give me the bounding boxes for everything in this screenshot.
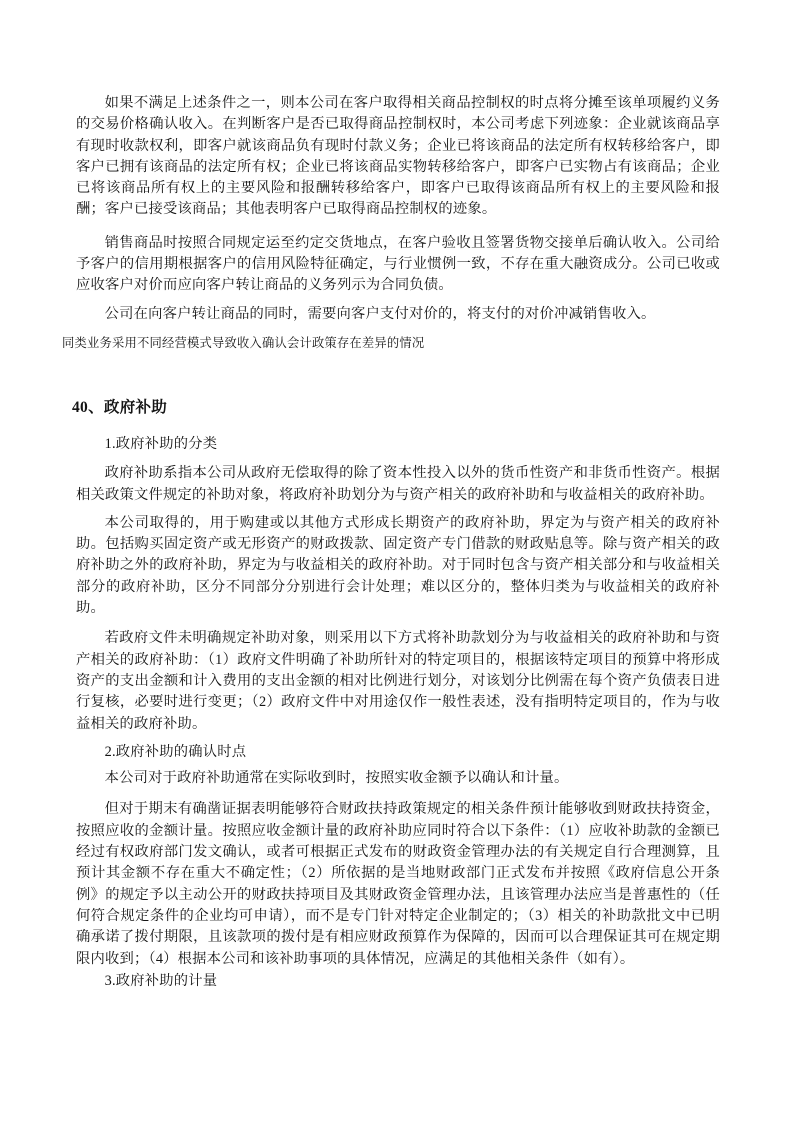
section-heading-40-government-grants: 40、政府补助 [72,398,168,416]
body-paragraph-consideration-offset: 公司在向客户转让商品的同时，需要向客户支付对价的，将支付的对价冲减销售收入。 [104,305,656,322]
body-paragraph-asset-related-grants: 本公司取得的，用于购建或以其他方式形成长期资产的政府补助，界定为与资产相关的政府补助。包括购买固定资产或无形资产的财政拨款、固定资产专门借款的财政贴息等。除与资产相关的政府补助之外的政府补助，界定为与收益相关的政府补助。对于同时包含与资产相关部分和与收益相关部分的政府补助，区分不同部分分别进行会计处理；难以区分的，整体归类为与收益相关的政府补助。 [76,514,720,617]
body-paragraph-control-transfer: 如果不满足上述条件之一，则本公司在客户取得相关商品控制权的时点将分摊至该单项履约义务的交易价格确认收入。在判断客户是否已取得商品控制权时，本公司考虑下列迹象：企业就该商品享有现时收款权利，即客户就该商品负有现时付款义务；企业已将该商品的法定所有权转移给客户，即客户已拥有该商品的法定所有权；企业已将该商品实物转移给客户，即客户已实物占有该商品；企业已将该商品所有权上的主要风险和报酬转移给客户，即客户已取得该商品所有权上的主要风险和报酬；客户已接受该商品；其他表明客户已取得商品控制权的迹象。 [76,95,720,218]
document-body [62,93,720,992]
subheading-2-grant-recognition-timing: 2.政府补助的确认时点 [104,743,247,760]
body-paragraph-receivable-grant-conditions: 但对于期末有确凿证据表明能够符合财政扶持政策规定的相关条件预计能够收到财政扶持资金，按照应收的金额计量。按照应收金额计量的政府补助应同时符合以下条件：（1）应收补助款的金额已经过有权政府部门发文确认，或者可根据正式发布的财政资金管理办法的有关规定自行合理测算，且预计其金额不存在重大不确定性；（2）所依据的是当地财政部门正式发布并按照《政府信息公开条例》的规定予以主动公开的财政扶持项目及其财政资金管理办法，且该管理办法应当是普惠性的（任何符合规定条件的企业均可申请），而不是专门针对特定企业制定的；（3）相关的补助款批文中已明确承诺了拨付期限，且该款项的拨付是有相应财政预算作为保障的，因而可以合理保证其可在规定期限内收到；（4）根据本公司和该补助事项的具体情况，应满足的其他相关条件（如有）。 [76,801,720,967]
body-paragraph-sales-recognition: 销售商品时按照合同规定运至约定交货地点，在客户验收且签署货物交接单后确认收入。公司给予客户的信用期根据客户的信用风险特征确定，与行业惯例一致，不存在重大融资成分。公司已收或应收客户对价而应向客户转让商品的义务列示为合同负债。 [76,234,720,294]
note-line-business-model-difference: 同类业务采用不同经营模式导致收入确认会计政策存在差异的情况 [62,335,425,350]
body-paragraph-unspecified-grant-split: 若政府文件未明确规定补助对象，则采用以下方式将补助款划分为与收益相关的政府补助和与资产相关的政府补助：（1）政府文件明确了补助所针对的特定项目的，根据该特定项目的预算中将形成资产的支出金额和计入费用的支出金额的相对比例进行划分，对该划分比例需在每个资产负债表日进行复核，必要时进行变更；（2）政府文件中对用途仅作一般性表述，没有指明特定项目的，作为与收益相关的政府补助。 [76,630,720,732]
body-paragraph-grant-definition: 政府补助系指本公司从政府无偿取得的除了资本性投入以外的货币性资产和非货币性资产。根据相关政策文件规定的补助对象，将政府补助划分为与资产相关的政府补助和与收益相关的政府补助。 [76,465,720,503]
subheading-3-grant-measurement: 3.政府补助的计量 [104,972,218,989]
subheading-1-grant-classification: 1.政府补助的分类 [104,435,218,452]
body-paragraph-actual-receipt-measurement: 本公司对于政府补助通常在实际收到时，按照实收金额予以确认和计量。 [104,770,569,787]
